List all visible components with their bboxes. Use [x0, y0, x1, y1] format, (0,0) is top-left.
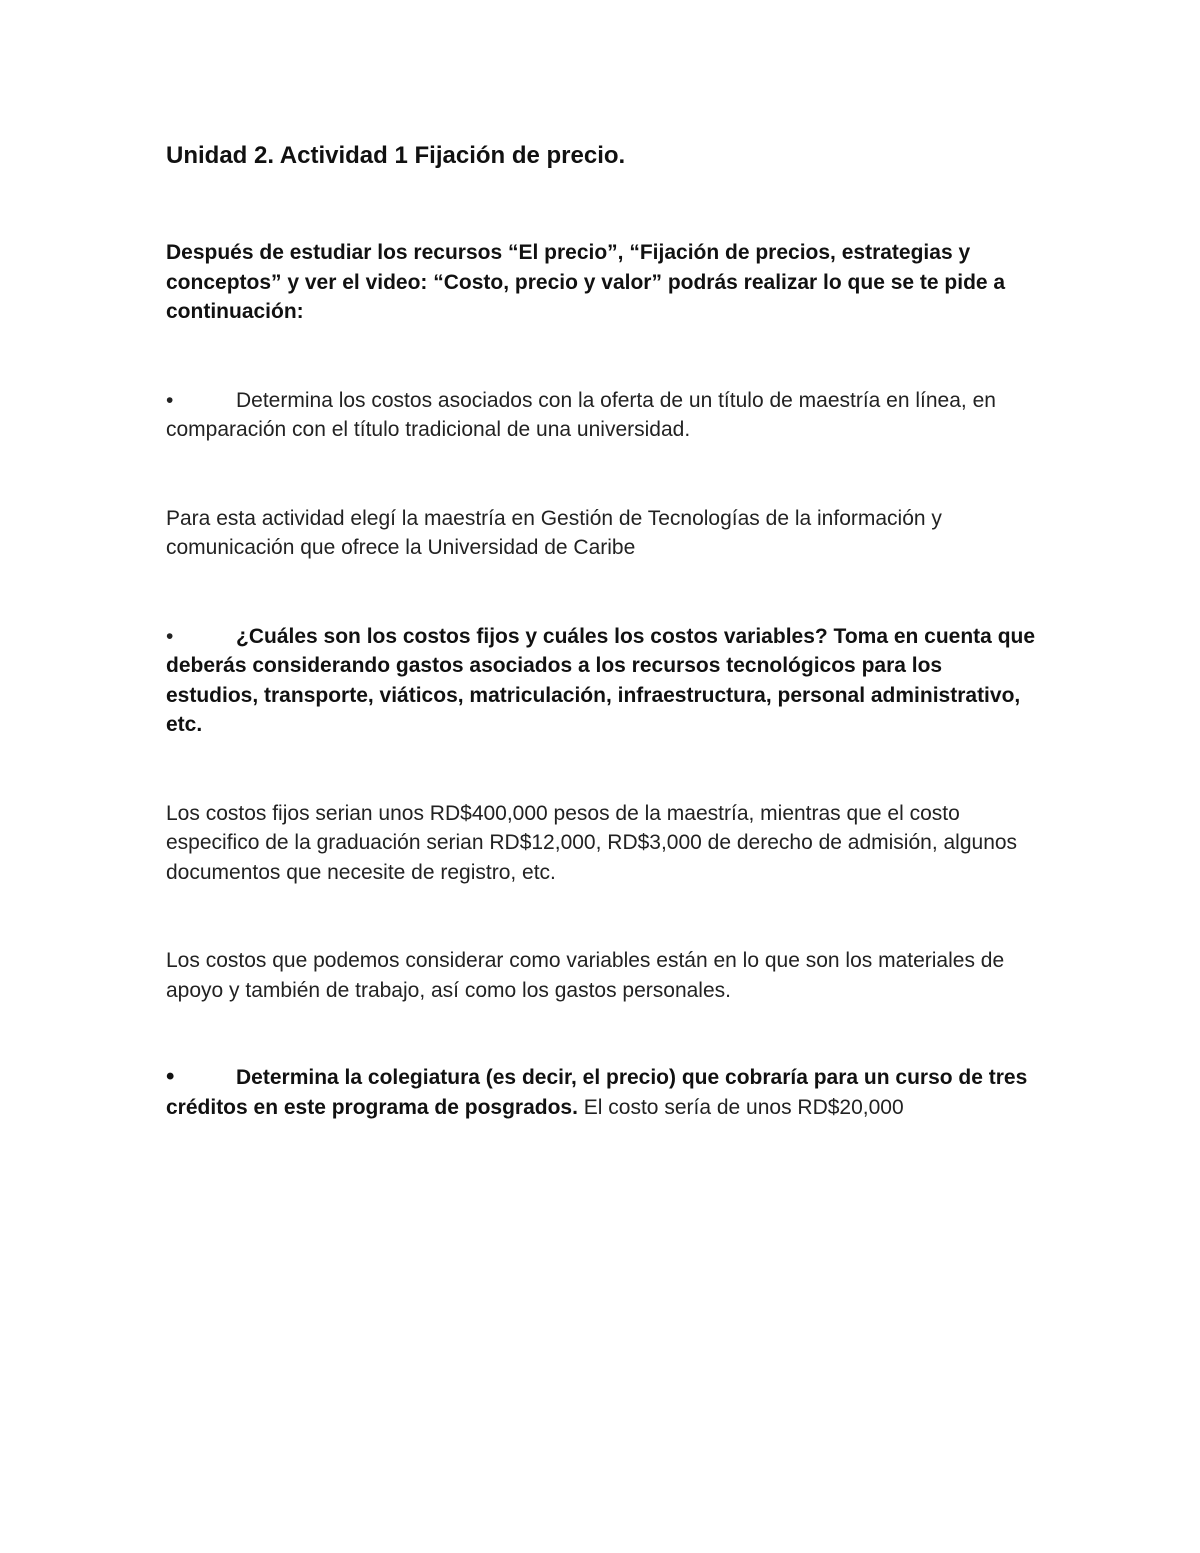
document-title: Unidad 2. Actividad 1 Fijación de precio. — [166, 142, 626, 169]
intro-paragraph: Después de estudiar los recursos “El precio”, “Fijación de precios, estrategias y conceptos” y ver el video: “Costo, precio y valor” podrás realizar lo que se te pide a continuación: — [166, 241, 1006, 323]
bullet-mark: • — [166, 388, 174, 412]
bullet-item-3-question: Determina la colegiatura (es decir, el precio) que cobraría para un curso de tres créditos en este programa de posgrados. — [166, 1066, 1028, 1119]
bullet-mark: • — [166, 1063, 175, 1090]
bullet-mark: • — [166, 624, 174, 648]
bullet-item-1 — [166, 386, 1036, 445]
answer-2b-paragraph: Los costos que podemos considerar como variables están en lo que son los materiales de apoyo y también de trabajo, así como los gastos personales. — [166, 949, 1005, 1002]
document-body — [166, 138, 1036, 1122]
bullet-item-2 — [166, 622, 1036, 740]
bullet-item-1-text: Determina los costos asociados con la oferta de un título de maestría en línea, en comparación con el título tradicional de una universidad. — [166, 388, 996, 441]
bullet-item-3-answer: El costo sería de unos RD$20,000 — [577, 1095, 904, 1119]
answer-2a-paragraph: Los costos fijos serian unos RD$400,000 pesos de la maestría, mientras que el costo especifico de la graduación serian RD$12,000, RD$3,000 de derecho de admisión, algunos documentos que necesite de registro, etc. — [166, 801, 1018, 884]
answer-1-paragraph: Para esta actividad elegí la maestría en Gestión de Tecnologías de la información y comunicación que ofrece la Universidad de Caribe — [166, 506, 942, 559]
bullet-item-3 — [166, 1062, 1036, 1122]
bullet-item-2-text: ¿Cuáles son los costos fijos y cuáles los costos variables? Toma en cuenta que deberás considerando gastos asociados a los recursos tecnológicos para los estudios, transporte, viáticos, matriculación, infraestructura, personal administrativo, etc. — [166, 624, 1036, 736]
